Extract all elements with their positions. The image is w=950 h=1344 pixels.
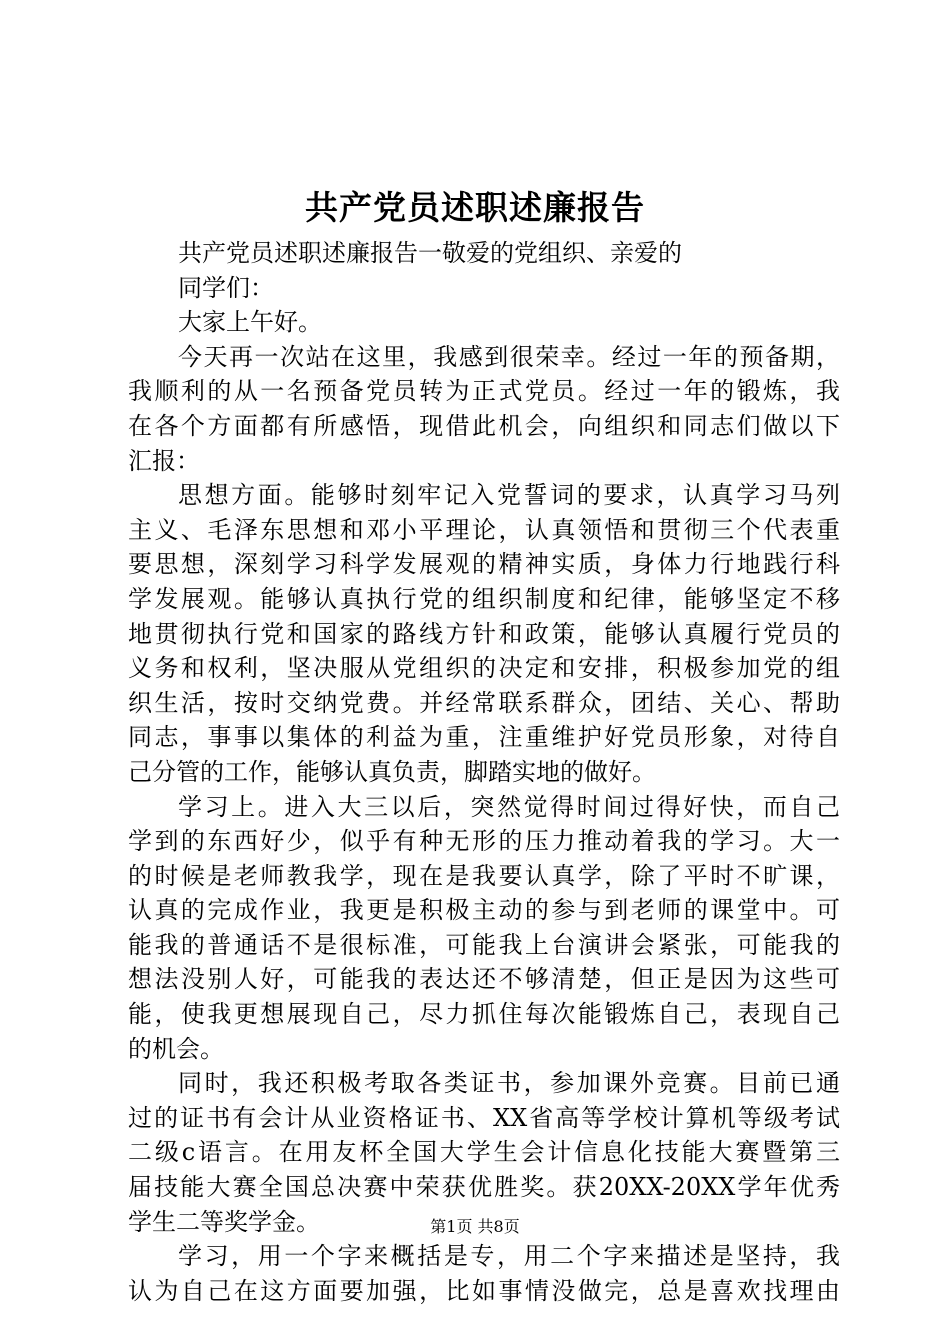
- text-line: 在各个方面都有所感悟，现借此机会，向组织和同志们做以下: [128, 411, 840, 440]
- text-line: 思想方面。能够时刻牢记入党誓词的要求，认真学习马列: [178, 481, 840, 510]
- text-line: 义务和权利，坚决服从党组织的决定和安排，积极参加党的组: [128, 654, 840, 683]
- text-line: 想法没别人好，可能我的表达还不够清楚，但正是因为这些可: [128, 965, 840, 994]
- text-line: 学生二等奖学金。: [128, 1207, 320, 1236]
- text-line: 学发展观。能够认真执行党的组织制度和纪律，能够坚定不移: [128, 584, 840, 613]
- document-body: [128, 236, 840, 1308]
- text-line: 届技能大赛全国总决赛中荣获优胜奖。获20XX-20XX学年优秀: [128, 1173, 840, 1202]
- text-line: 学习，用一个字来概括是专，用二个字来描述是坚持，我: [178, 1242, 840, 1271]
- text-line: 要思想，深刻学习科学发展观的精神实质，身体力行地践行科: [128, 550, 840, 579]
- text-line: 学到的东西好少，似乎有种无形的压力推动着我的学习。大一: [128, 827, 840, 856]
- text-line: 能，使我更想展现自己，尽力抓住每次能锻炼自己，表现自己: [128, 1000, 840, 1029]
- text-line: 同学们：: [178, 273, 274, 302]
- text-line: 汇报：: [128, 446, 200, 475]
- text-line: 过的证书有会计从业资格证书、XX省高等学校计算机等级考试: [128, 1103, 840, 1132]
- text-line: 主义、毛泽东思想和邓小平理论，认真领悟和贯彻三个代表重: [128, 515, 840, 544]
- text-line: 认为自己在这方面要加强，比如事情没做完，总是喜欢找理由: [128, 1276, 840, 1305]
- text-line: 同时，我还积极考取各类证书，参加课外竞赛。目前已通: [178, 1069, 840, 1098]
- text-line: 的时候是老师教我学，现在是我要认真学，除了平时不旷课，: [128, 861, 840, 890]
- text-line: 我顺利的从一名预备党员转为正式党员。经过一年的锻炼，我: [128, 377, 840, 406]
- text-line: 今天再一次站在这里，我感到很荣幸。经过一年的预备期，: [178, 342, 840, 371]
- document-title: 共产党员述职述廉报告: [305, 188, 645, 227]
- text-line: 地贯彻执行党和国家的路线方针和政策，能够认真履行党员的: [128, 619, 840, 648]
- page-number: 第1页 共8页: [430, 1217, 520, 1236]
- text-line: 织生活，按时交纳党费。并经常联系群众，团结、关心、帮助: [128, 688, 840, 717]
- text-line: 学习上。进入大三以后，突然觉得时间过得好快，而自己: [178, 792, 840, 821]
- text-line: 大家上午好。: [178, 308, 322, 337]
- text-line: 己分管的工作，能够认真负责，脚踏实地的做好。: [128, 757, 656, 786]
- text-line: 共产党员述职述廉报告一敬爱的党组织、亲爱的: [178, 239, 682, 267]
- text-line: 认真的完成作业，我更是积极主动的参与到老师的课堂中。可: [128, 896, 840, 925]
- text-line: 的机会。: [128, 1034, 224, 1063]
- text-line: 同志，事事以集体的利益为重，注重维护好党员形象，对待自: [128, 723, 840, 752]
- text-line: 二级c语言。在用友杯全国大学生会计信息化技能大赛暨第三: [128, 1138, 840, 1167]
- text-line: 能我的普通话不是很标准，可能我上台演讲会紧张，可能我的: [128, 930, 840, 959]
